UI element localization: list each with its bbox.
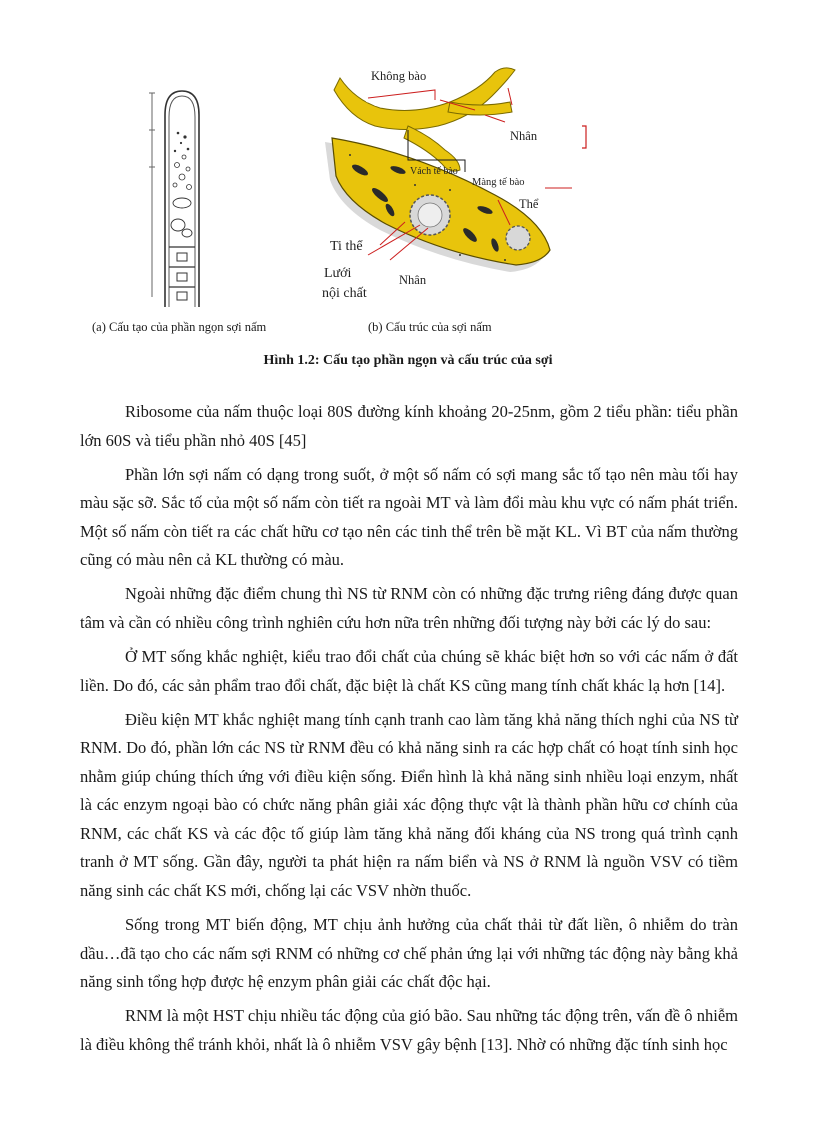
caption-panel-b: (b) Cấu trúc của sợi nấm (368, 320, 492, 334)
label-er-line2: nội chất (322, 286, 367, 301)
hyphal-tip-diagram (140, 85, 220, 310)
paragraph: Ribosome của nấm thuộc loại 80S đường kính khoảng 20-25nm, gồm 2 tiểu phần: tiểu phần lớn 60S và tiểu phần nhỏ 40S [45] (80, 402, 738, 450)
paragraph: Ngoài những đặc điểm chung thì NS từ RNM còn có những đặc trưng riêng đáng được quan tâm và cần có nhiều công trình nghiên cứu hơn nữa trên những đối tượng này bởi các lý do sau: (80, 584, 738, 632)
paragraph: RNM là một HST chịu nhiều tác động của gió bão. Sau những tác động trên, vấn đề ô nhiễm là điều không thể tránh khỏi, nhất là ô nhiễm VSV gây bệnh [13]. Nhờ có những đặc tính sinh học (80, 1006, 738, 1054)
label-cell-membrane: Màng tế bào (472, 177, 525, 188)
figure-title: Hình 1.2: Cấu tạo phần ngọn và cấu trúc của sợi (263, 353, 553, 368)
body-text (80, 398, 738, 1065)
caption-panel-a: (a) Cấu tạo của phần ngọn sợi nấm (92, 320, 267, 334)
label-vacuole: Không bào (371, 69, 427, 83)
label-er-line1: Lưới (324, 266, 352, 281)
paragraph: Sống trong MT biến động, MT chịu ảnh hưởng của chất thải từ đất liền, ô nhiễm do tràn dầu…đã tạo cho các nấm sợi RNM có những cơ chế phản ứng lại với những tác động này bằng khả năng sinh tổng hợp được hệ enzym phân giải các chất độc hại. (80, 915, 738, 992)
label-mitochondria: Ti thể (330, 239, 363, 254)
label-cell-wall: Vách tế bào (410, 166, 458, 177)
paragraph: Phần lớn sợi nấm có dạng trong suốt, ở một số nấm có sợi mang sắc tố tạo nên màu tối hay màu sặc sỡ. Sắc tố của một số nấm còn tiết ra ngoài MT và làm đổi màu khu vực có nấm phát triển. Một số nấm còn tiết ra các chất hữu cơ tạo nên các tinh thể trên bề mặt KL. Vì BT của nấm thường cũng có màu nên cả KL thường có màu. (80, 464, 738, 570)
label-nucleus-top: Nhân (510, 129, 538, 143)
label-nucleus-bottom: Nhân (399, 273, 427, 287)
paragraph: Điều kiện MT khắc nghiệt mang tính cạnh tranh cao làm tăng khả năng thích nghi của NS từ RNM. Do đó, phần lớn các NS từ RNM đều có khả năng sinh ra các hợp chất có hoạt tính sinh học nhằm giúp chúng thích ứng với điều kiện sống. Điển hình là khả năng sinh nhiều loại enzym, nhất là các enzym ngoại bào có chức năng phân giải xác động thực vật là thành phần hữu cơ chính của RNM, các chất KS và các độc tố giúp làm tăng khả năng đối kháng của NS trong quá trình cạnh tranh ở MT sống. Gần đây, người ta phát hiện ra nấm biển và NS ở RNM là nguồn VSV có tiềm năng sinh các chất KS mới, chống lại các VSV nhờn thuốc. (80, 709, 738, 901)
paragraph: Ở MT sống khắc nghiệt, kiểu trao đổi chất của chúng sẽ khác biệt hơn so với các nấm ở đất liền. Do đó, các sản phẩm trao đổi chất, đặc biệt là chất KS cũng mang tính chất khác lạ hơn [14]. (80, 646, 738, 695)
hypha-structure-diagram (320, 60, 590, 300)
label-body: Thể (519, 197, 539, 211)
